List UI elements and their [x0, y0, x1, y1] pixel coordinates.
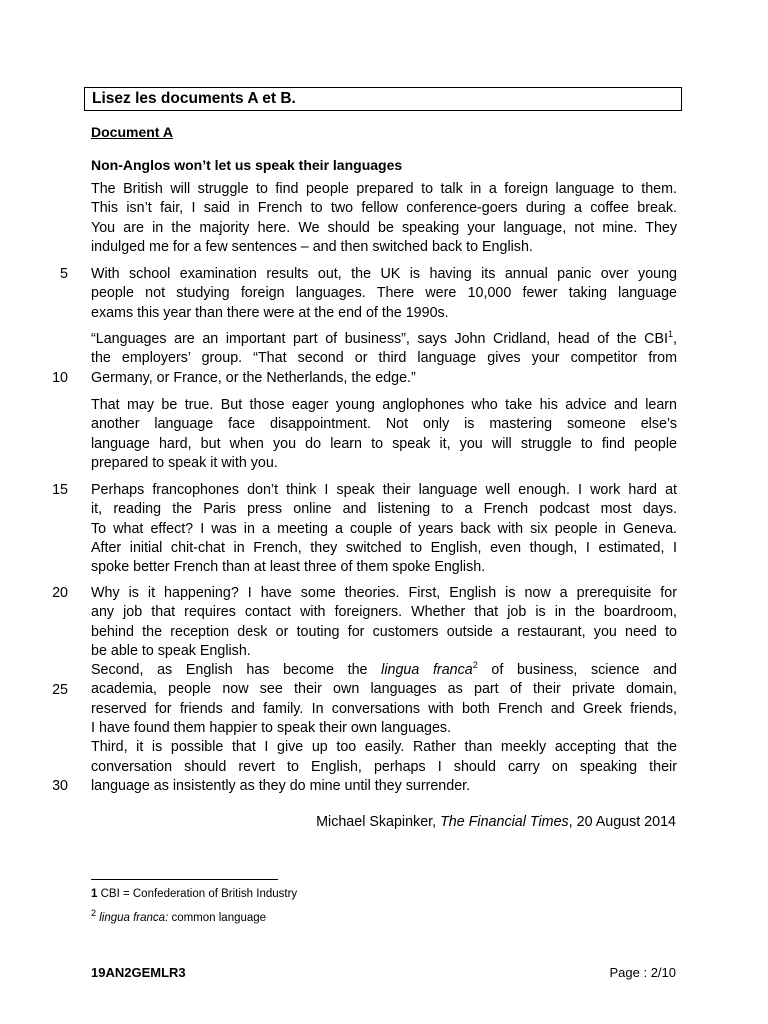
text-segment: of business, science and	[491, 662, 677, 679]
text-line: academia, people now see their own languages as part of their private domain,	[91, 681, 677, 698]
exam-code: 19AN2GEMLR3	[91, 965, 186, 980]
text-line: reserved for friends and family. In conversations with both French and Greek friends,	[91, 700, 677, 717]
text-line: After initial chit-chat in French, they switched to English, even though, I estimated, I	[91, 539, 677, 556]
text-line: conversation should revert to English, perhaps I should carry on speaking their	[91, 758, 677, 775]
text-line: be able to speak English.	[91, 642, 251, 659]
text-line: Third, it is possible that I give up too easily. Rather than meekly accepting that the	[91, 739, 677, 756]
text-line: people not studying foreign languages. There were 10,000 fewer taking language	[91, 285, 677, 302]
line-number: 15	[52, 482, 68, 498]
text-line: The British will struggle to find people prepared to talk in a foreign language to them.	[91, 181, 677, 197]
text-line: To what effect? I was in a meeting a couple of years back with six people in Geneva.	[91, 520, 677, 537]
page-number: Page : 2/10	[609, 965, 676, 980]
line-number: 10	[52, 370, 68, 386]
footnote-ref: 1	[668, 329, 674, 340]
text-line: You are in the majority here. We should be speaking your language, not mine. They	[91, 219, 677, 236]
text-line: prepared to speak it with you.	[91, 454, 278, 471]
text-line: With school examination results out, the UK is having its annual panic over young	[91, 266, 677, 282]
text-line: “Languages are an important part of business”, says John Cridland, head of the CBI$^1$,	[91, 329, 677, 347]
line-number: 5	[60, 266, 68, 282]
paragraph-1	[91, 180, 677, 257]
line-number: 20	[52, 585, 68, 601]
article-source	[316, 813, 676, 832]
paragraph-2	[91, 265, 677, 323]
text-line	[91, 661, 677, 680]
text-line: indulged me for a few sentences – and then switched back to English.	[91, 238, 533, 255]
text-line: behind the reception desk or touting for customers outside a restaurant, you need to	[91, 623, 677, 640]
footnote-term: lingua franca:	[99, 912, 169, 924]
text-segment: Second, as English has become the	[91, 662, 368, 679]
article-title: Non-Anglos won’t let us speak their languages	[91, 157, 403, 173]
footnote-divider	[91, 879, 278, 880]
paragraph-4	[91, 396, 677, 473]
footnote-ref: 2	[472, 660, 478, 671]
text-line: spoke better French than at least three of them spoke English.	[91, 559, 486, 576]
text-line: Perhaps francophones don’t think I speak their language well enough. I work hard at	[91, 482, 677, 498]
paragraph-5	[91, 481, 677, 577]
paragraph-6	[91, 584, 677, 796]
text-segment: “Languages are an important part of business”, says John Cridland, head of the CBI	[91, 331, 668, 347]
text-line: That may be true. But those eager young anglophones who take his advice and learn	[91, 397, 677, 413]
author: Michael Skapinker,	[316, 814, 441, 830]
footnote-1	[91, 887, 297, 901]
text-line: any job that requires contact with foreigners. Whether that job is in the boardroom,	[91, 604, 677, 621]
instruction-text: Lisez les documents A et B.	[92, 90, 296, 107]
footnote-text: common language	[168, 912, 267, 924]
text-line: another language face disappointment. Not only is mastering someone else’s	[91, 416, 677, 433]
footnote-marker: 2	[91, 908, 97, 919]
text-line: This isn’t fair, I said in French to two fellow conference-goers during a coffee break.	[91, 200, 677, 217]
date: , 20 August 2014	[568, 814, 676, 830]
footnote-marker: 1	[91, 888, 98, 900]
text-line: the employers’ group. “That second or third language gives your competitor from	[91, 350, 677, 367]
text-line: it, reading the Paris press online and listening to a French podcast most days.	[91, 501, 677, 518]
footnote-2	[91, 908, 267, 925]
document-label: Document A	[91, 124, 173, 140]
line-number: 30	[52, 778, 68, 794]
text-line: Germany, or France, or the Netherlands, the edge.”	[91, 369, 416, 386]
text-line: language hard, but when you do learn to speak it, you will struggle to find people	[91, 435, 677, 452]
text-line: Why is it happening? I have some theories. First, English is now a prerequisite for	[91, 585, 677, 601]
text-line: language as insistently as they do mine until they surrender.	[91, 777, 471, 794]
text-line: exams this year than there were at the end of the 1990s.	[91, 304, 449, 321]
instruction-box	[84, 87, 682, 111]
line-number: 25	[52, 682, 68, 698]
publication: The Financial Times	[440, 814, 569, 830]
text-line: I have found them happier to speak their own languages.	[91, 720, 452, 737]
italic-term: lingua franca	[381, 662, 473, 679]
footnote-text: CBI = Confederation of British Industry	[97, 888, 298, 900]
paragraph-3	[91, 330, 677, 388]
